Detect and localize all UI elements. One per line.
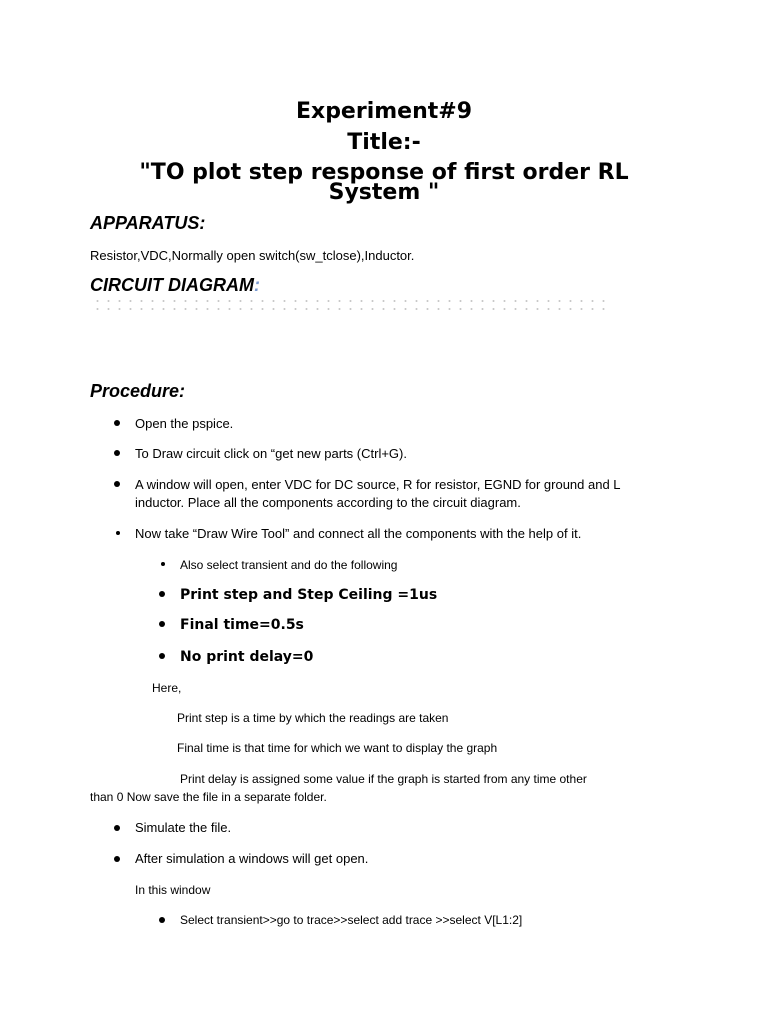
note-continuation: than 0 Now save the file in a separate folder.	[90, 790, 327, 804]
bullet-icon	[159, 591, 165, 597]
bullet-icon	[161, 562, 165, 566]
bullet-icon	[159, 917, 165, 923]
in-window-label: In this window	[135, 883, 211, 897]
title-line-2: System "	[328, 180, 440, 205]
title-label: Title:-	[347, 130, 421, 155]
transient-intro: Also select transient and do the following	[180, 558, 398, 572]
setting-item: No print delay=0	[180, 649, 314, 665]
here-label: Here,	[152, 681, 182, 695]
circuit-heading-colon: :	[254, 275, 260, 295]
procedure-step: Simulate the file.	[135, 820, 232, 835]
bullet-icon	[114, 856, 120, 862]
bullet-icon	[114, 420, 120, 426]
trace-step: Select transient>>go to trace>>select add trace >>select V[L1:2]	[180, 913, 523, 927]
procedure-step-continued: inductor. Place all the components according to the circuit diagram.	[135, 495, 521, 510]
bullet-icon	[114, 481, 120, 487]
procedure-step: To Draw circuit click on “get new parts (Ctrl+G).	[135, 446, 407, 461]
procedure-step: Now take “Draw Wire Tool” and connect all the components with the help of it.	[135, 526, 582, 541]
procedure-heading: Procedure:	[90, 381, 186, 401]
title-line-1: "TO plot step response of first order RL	[139, 160, 629, 185]
setting-item: Final time=0.5s	[180, 617, 304, 633]
apparatus-heading: APPARATUS:	[90, 213, 206, 233]
note-print-delay: Print delay is assigned some value if the graph is started from any time other	[180, 772, 587, 786]
bullet-icon	[116, 531, 120, 535]
note-final-time: Final time is that time for which we want to display the graph	[177, 741, 498, 755]
bullet-icon	[159, 621, 165, 627]
circuit-diagram-placeholder	[92, 297, 608, 313]
procedure-step: After simulation a windows will get open.	[135, 851, 369, 866]
note-print-step: Print step is a time by which the readings are taken	[177, 711, 449, 725]
apparatus-text: Resistor,VDC,Normally open switch(sw_tclose),Inductor.	[90, 248, 415, 263]
circuit-heading-text: CIRCUIT DIAGRAM	[90, 275, 254, 295]
bullet-icon	[114, 825, 120, 831]
circuit-diagram-heading	[90, 274, 260, 296]
bullet-icon	[114, 450, 120, 456]
experiment-number: Experiment#9	[295, 99, 473, 124]
procedure-step: Open the pspice.	[135, 416, 234, 431]
setting-item: Print step and Step Ceiling =1us	[180, 587, 438, 603]
procedure-step: A window will open, enter VDC for DC source, R for resistor, EGND for ground and L	[135, 477, 621, 492]
bullet-icon	[159, 653, 165, 659]
